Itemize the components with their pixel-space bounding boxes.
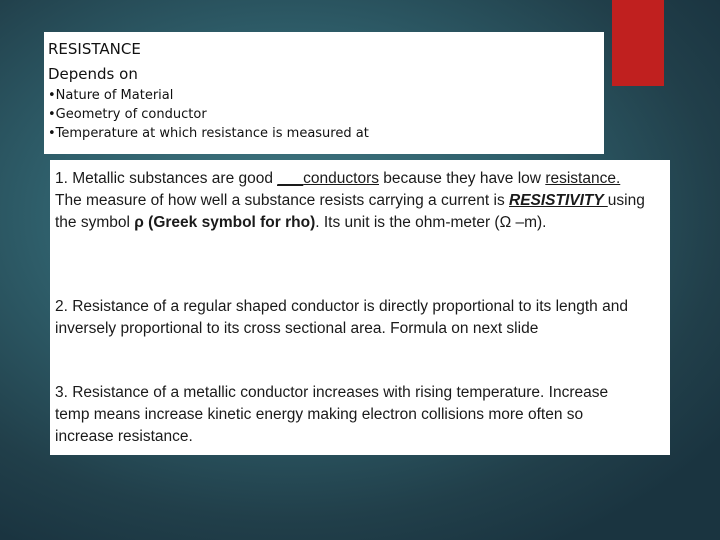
p1-line2: The measure of how well a substance resists carrying a current is: [55, 192, 509, 209]
paragraph-1: [55, 168, 645, 234]
p1-after-term: using the symbol: [55, 192, 645, 231]
p1-term-resistivity: RESISTIVITY: [509, 192, 608, 209]
p1-term-resistance: resistance.: [545, 170, 621, 187]
slide-title: RESISTANCE: [48, 40, 141, 58]
p1-tail: . Its unit is the ohm-meter (Ω –m).: [315, 214, 547, 231]
p1-mid: because they have low: [379, 170, 546, 187]
bullet-nature-of-material: •Nature of Material: [48, 88, 174, 103]
p1-symbol: ρ (Greek symbol for rho): [134, 214, 316, 231]
accent-bar: [612, 0, 664, 86]
slide-subtitle: Depends on: [48, 65, 138, 83]
bullet-temperature: •Temperature at which resistance is measured at: [48, 126, 369, 141]
paragraph-2: 2. Resistance of a regular shaped conductor is directly proportional to its length and inversely proportional to its cross sectional area. Formula on next slide: [55, 298, 628, 337]
bullet-geometry-of-conductor: •Geometry of conductor: [48, 107, 207, 122]
paragraph-3: 3. Resistance of a metallic conductor increases with rising temperature. Increase temp means increase kinetic energy making electron collisions more often so increase resistance.: [55, 384, 609, 445]
p1-blank: ___: [277, 170, 304, 187]
p1-lead: 1. Metallic substances are good: [55, 170, 278, 187]
p1-term-conductors: conductors: [303, 170, 379, 187]
